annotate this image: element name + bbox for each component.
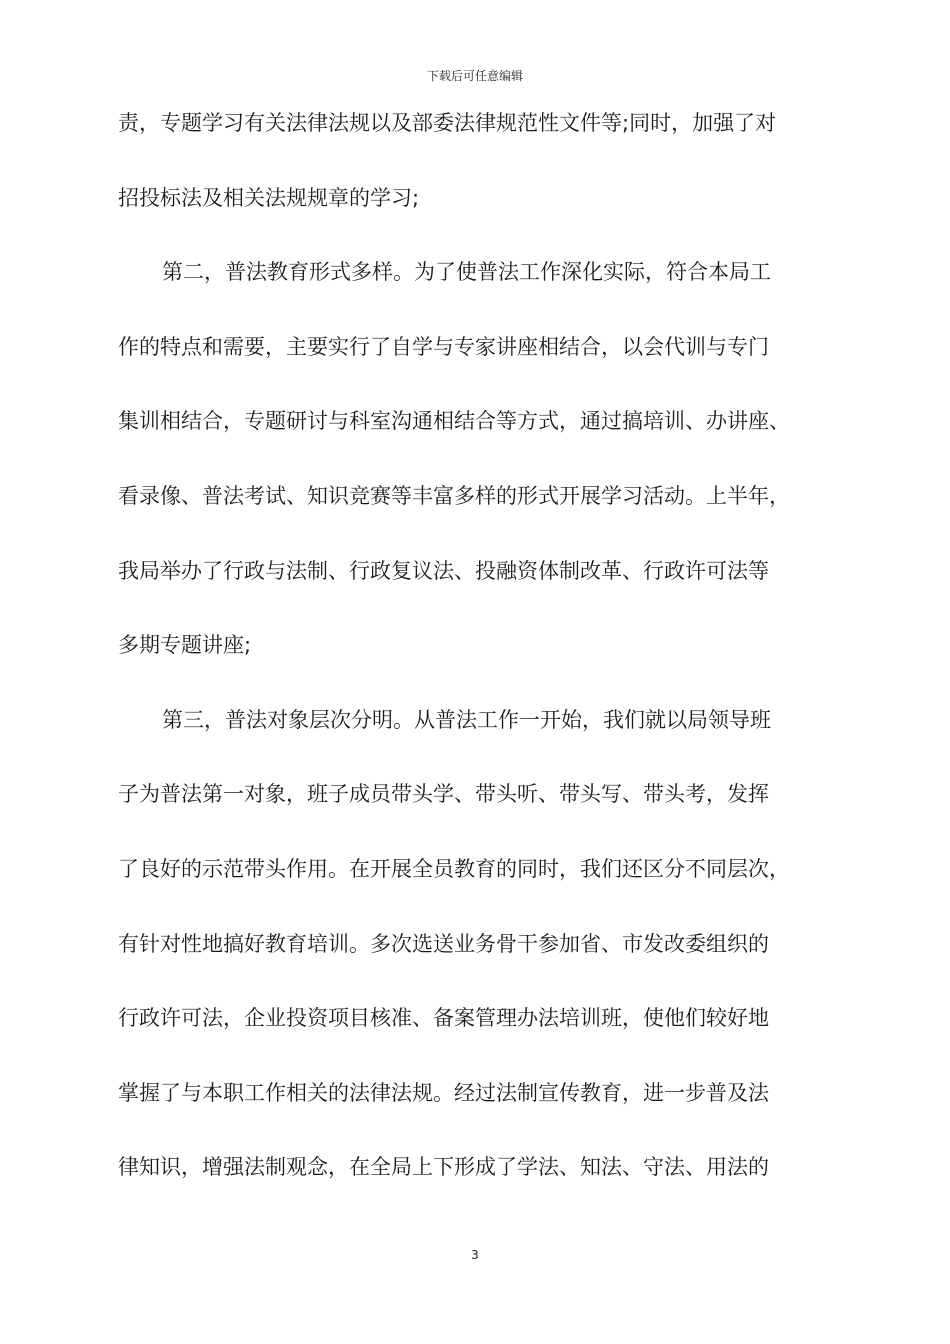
text-line: 子为普法第一对象，班子成员带头学、带头听、带头写、带头考，发挥 bbox=[118, 782, 769, 807]
text-line: 有针对性地搞好教育培训。多次选送业务骨干参加省、市发改委组织的 bbox=[118, 931, 769, 956]
text-line: 作的特点和需要，主要实行了自学与专家讲座相结合，以会代训与专门 bbox=[118, 334, 769, 359]
page-header: 下载后可任意编辑 bbox=[426, 69, 523, 83]
text-line: 掌握了与本职工作相关的法律法规。经过法制宣传教育，进一步普及法 bbox=[118, 1080, 769, 1105]
text-line: 集训相结合，专题研讨与科室沟通相结合等方式，通过搞培训、办讲座、 bbox=[118, 409, 790, 434]
text-line: 行政许可法，企业投资项目核准、备案管理办法培训班，使他们较好地 bbox=[118, 1006, 769, 1031]
text-line: 了良好的示范带头作用。在开展全员教育的同时，我们还区分不同层次， bbox=[118, 856, 790, 881]
text-line: 多期专题讲座; bbox=[118, 633, 252, 658]
text-line: 我局举办了行政与法制、行政复议法、投融资体制改革、行政许可法等 bbox=[118, 558, 769, 583]
paragraph-start-line: 第二，普法教育形式多样。为了使普法工作深化实际，符合本局工 bbox=[162, 260, 771, 285]
text-line: 看录像、普法考试、知识竞赛等丰富多样的形式开展学习活动。上半年， bbox=[118, 483, 790, 508]
text-line: 律知识，增强法制观念，在全局上下形成了学法、知法、守法、用法的 bbox=[118, 1155, 769, 1180]
paragraph-start-line: 第三，普法对象层次分明。从普法工作一开始，我们就以局领导班 bbox=[162, 707, 771, 732]
text-line: 责，专题学习有关法律法规以及部委法律规范性文件等;同时，加强了对 bbox=[118, 111, 777, 135]
body-text bbox=[118, 103, 832, 1222]
text-line: 招投标法及相关法规规章的学习; bbox=[118, 185, 420, 210]
page-number: 3 bbox=[471, 1248, 479, 1262]
